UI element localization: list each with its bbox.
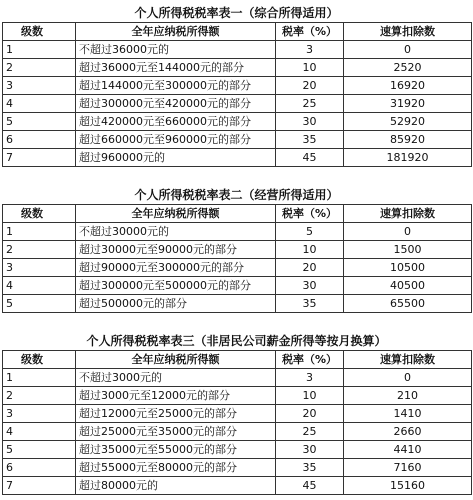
cell-rate: 35 xyxy=(276,295,344,313)
table-row xyxy=(3,459,472,477)
cell-deduction: 10500 xyxy=(344,259,472,277)
cell-rate: 10 xyxy=(276,387,344,405)
cell-level: 1 xyxy=(3,223,76,241)
table-row xyxy=(3,277,472,295)
cell-deduction: 1500 xyxy=(344,241,472,259)
cell-rate: 25 xyxy=(276,95,344,113)
cell-rate: 35 xyxy=(276,131,344,149)
cell-level: 1 xyxy=(3,369,76,387)
cell-range: 超过36000元至144000元的部分 xyxy=(76,59,276,77)
table-row xyxy=(3,369,472,387)
cell-deduction: 85920 xyxy=(344,131,472,149)
cell-range: 超过660000元至960000元的部分 xyxy=(76,131,276,149)
cell-level: 7 xyxy=(3,149,76,167)
cell-level: 5 xyxy=(3,441,76,459)
cell-rate: 30 xyxy=(276,277,344,295)
table-row xyxy=(3,113,472,131)
cell-level: 3 xyxy=(3,77,76,95)
cell-deduction: 181920 xyxy=(344,149,472,167)
header-rate: 税率（%） xyxy=(276,23,344,41)
cell-deduction: 7160 xyxy=(344,459,472,477)
header-level: 级数 xyxy=(3,205,76,223)
header-level: 级数 xyxy=(3,23,76,41)
cell-rate: 20 xyxy=(276,405,344,423)
cell-range: 不超过3000元的 xyxy=(76,369,276,387)
header-row xyxy=(3,205,472,223)
cell-rate: 20 xyxy=(276,259,344,277)
table-row xyxy=(3,77,472,95)
cell-level: 4 xyxy=(3,95,76,113)
cell-range: 超过420000元至660000元的部分 xyxy=(76,113,276,131)
cell-range: 超过25000元至35000元的部分 xyxy=(76,423,276,441)
cell-rate: 10 xyxy=(276,59,344,77)
table-row xyxy=(3,259,472,277)
tax-table-2-section xyxy=(0,186,473,313)
cell-range: 不超过30000元的 xyxy=(76,223,276,241)
cell-deduction: 2660 xyxy=(344,423,472,441)
table-row xyxy=(3,149,472,167)
cell-deduction: 1410 xyxy=(344,405,472,423)
cell-rate: 5 xyxy=(276,223,344,241)
table-title: 个人所得税税率表一（综合所得适用） xyxy=(134,6,339,20)
table-row xyxy=(3,223,472,241)
cell-rate: 45 xyxy=(276,477,344,495)
cell-deduction: 210 xyxy=(344,387,472,405)
cell-rate: 20 xyxy=(276,77,344,95)
table-title: 个人所得税税率表二（经营所得适用） xyxy=(134,188,339,202)
cell-deduction: 31920 xyxy=(344,95,472,113)
table-row xyxy=(3,423,472,441)
cell-range: 超过55000元至80000元的部分 xyxy=(76,459,276,477)
header-row xyxy=(3,23,472,41)
cell-rate: 45 xyxy=(276,149,344,167)
cell-range: 超过90000元至300000元的部分 xyxy=(76,259,276,277)
cell-level: 3 xyxy=(3,259,76,277)
cell-level: 5 xyxy=(3,113,76,131)
cell-deduction: 0 xyxy=(344,369,472,387)
header-deduction: 速算扣除数 xyxy=(344,23,472,41)
table-row xyxy=(3,95,472,113)
cell-deduction: 40500 xyxy=(344,277,472,295)
header-deduction: 速算扣除数 xyxy=(344,351,472,369)
cell-level: 4 xyxy=(3,277,76,295)
cell-range: 超过300000元至500000元的部分 xyxy=(76,277,276,295)
cell-rate: 30 xyxy=(276,441,344,459)
cell-level: 6 xyxy=(3,131,76,149)
cell-rate: 3 xyxy=(276,369,344,387)
cell-level: 5 xyxy=(3,295,76,313)
cell-range: 超过80000元的 xyxy=(76,477,276,495)
cell-level: 1 xyxy=(3,41,76,59)
header-rate: 税率（%） xyxy=(276,205,344,223)
header-range: 全年应纳税所得额 xyxy=(76,23,276,41)
header-row xyxy=(3,351,472,369)
table-title: 个人所得税税率表三（非居民公司薪金所得等按月换算） xyxy=(86,334,387,348)
cell-deduction: 16920 xyxy=(344,77,472,95)
header-range: 全年应纳税所得额 xyxy=(76,205,276,223)
cell-level: 4 xyxy=(3,423,76,441)
cell-deduction: 2520 xyxy=(344,59,472,77)
cell-deduction: 0 xyxy=(344,223,472,241)
tax-rate-table-2 xyxy=(2,204,472,313)
cell-deduction: 15160 xyxy=(344,477,472,495)
tax-table-3-section xyxy=(0,332,473,495)
cell-range: 超过144000元至300000元的部分 xyxy=(76,77,276,95)
header-deduction: 速算扣除数 xyxy=(344,205,472,223)
table-row xyxy=(3,131,472,149)
cell-level: 2 xyxy=(3,387,76,405)
table-row xyxy=(3,441,472,459)
cell-level: 3 xyxy=(3,405,76,423)
tax-rate-table-3 xyxy=(2,350,472,495)
cell-range: 超过35000元至55000元的部分 xyxy=(76,441,276,459)
cell-rate: 30 xyxy=(276,113,344,131)
cell-level: 6 xyxy=(3,459,76,477)
cell-rate: 25 xyxy=(276,423,344,441)
cell-range: 超过300000元至420000元的部分 xyxy=(76,95,276,113)
cell-deduction: 65500 xyxy=(344,295,472,313)
cell-level: 2 xyxy=(3,59,76,77)
header-level: 级数 xyxy=(3,351,76,369)
table-row xyxy=(3,59,472,77)
cell-deduction: 52920 xyxy=(344,113,472,131)
table-row xyxy=(3,387,472,405)
table-row xyxy=(3,405,472,423)
header-rate: 税率（%） xyxy=(276,351,344,369)
cell-range: 超过30000元至90000元的部分 xyxy=(76,241,276,259)
table-row xyxy=(3,41,472,59)
cell-level: 7 xyxy=(3,477,76,495)
cell-range: 超过3000元至12000元的部分 xyxy=(76,387,276,405)
header-range: 全年应纳税所得额 xyxy=(76,351,276,369)
tax-table-1-section xyxy=(0,4,473,167)
cell-rate: 10 xyxy=(276,241,344,259)
table-row xyxy=(3,477,472,495)
cell-rate: 35 xyxy=(276,459,344,477)
cell-range: 不超过36000元的 xyxy=(76,41,276,59)
table-row xyxy=(3,295,472,313)
cell-level: 2 xyxy=(3,241,76,259)
cell-range: 超过500000元的部分 xyxy=(76,295,276,313)
cell-rate: 3 xyxy=(276,41,344,59)
cell-range: 超过12000元至25000元的部分 xyxy=(76,405,276,423)
tax-rate-table-1 xyxy=(2,22,472,167)
table-row xyxy=(3,241,472,259)
cell-range: 超过960000元的 xyxy=(76,149,276,167)
cell-deduction: 0 xyxy=(344,41,472,59)
cell-deduction: 4410 xyxy=(344,441,472,459)
